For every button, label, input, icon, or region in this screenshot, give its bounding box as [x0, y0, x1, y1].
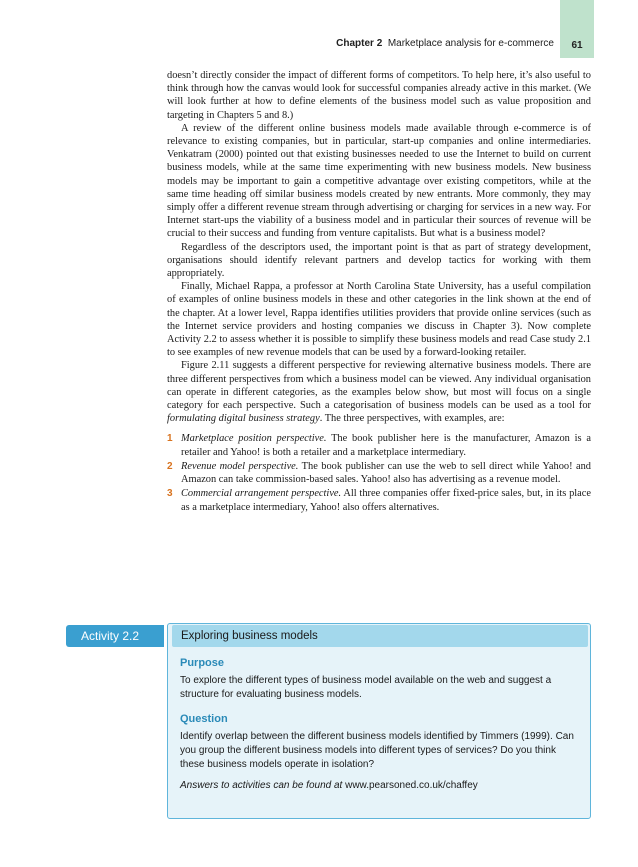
paragraph: Regardless of the descriptors used, the important point is that as part of strategy development, organisations should identify relevant partners and develop tactics for working with them appropriately.	[167, 241, 591, 280]
answers-note	[180, 779, 580, 793]
activity-label: Activity 2.2	[66, 625, 164, 647]
answers-prefix: Answers to activities can be found at	[180, 780, 343, 791]
list-text: All three companies offer fixed-price sales, but, in its place as a marketplace intermediary, Yahoo! also offers alternatives.	[181, 488, 591, 513]
header-text	[336, 38, 554, 49]
list-number: 1	[167, 433, 173, 445]
list-number: 2	[167, 460, 173, 472]
paragraph: doesn’t directly consider the impact of different forms of competitors. To help here, it’s also useful to think through how the canvas would look for successful companies already active in this market. (We will look further at how to define elements of the business model such as value proposition and targeting in Chapters 5 and 8.)	[167, 70, 591, 121]
list-item	[167, 487, 591, 513]
chapter-label: Chapter 2	[336, 38, 383, 49]
list-text: The book publisher here is the manufacturer, Amazon is a retailer and Yahoo! is both a retailer and a marketplace intermediary.	[181, 433, 591, 458]
list-term: Commercial arrangement perspective.	[181, 488, 342, 500]
paragraph: Finally, Michael Rappa, a professor at North Carolina State University, has a useful compilation of examples of online business models in these and other categories in the link shown at the end of the chapter. At a lower level, Rappa identifies utilities providers that provide online services (such as the Internet service providers and hosting companies we discuss in Chapter 3). Now complete Activity 2.2 to assess whether it is possible to simplify these business models and read Case study 2.1 to see examples of new revenue models that can be used by a forward-looking retailer.	[167, 281, 591, 359]
activity-content	[180, 656, 580, 793]
list-item	[167, 460, 591, 486]
list-item	[167, 432, 591, 458]
page-number: 61	[571, 40, 583, 51]
body-text	[167, 69, 591, 515]
activity-title: Exploring business models	[172, 625, 588, 647]
chapter-title: Marketplace analysis for e-commerce	[387, 38, 554, 49]
list-term: Revenue model perspective.	[181, 460, 299, 472]
list-term: Marketplace position perspective.	[181, 433, 327, 445]
paragraph: A review of the different online business models made available through e-commerce is of relevance to existing companies, but in particular, start-up companies and online intermediaries. Venkatram (2000) pointed out that existing businesses needed to use the Internet to build on current business models, while at the same time experimenting with new business models. New business models may be important to gain a competitive advantage over existing competitors, while at the same time heading off similar business models created by new entrants. More commonly, they may simply offer a different revenue stream through advertising or charging for services in a new way. For Internet start-ups the viability of a business model and in particular their sources of revenue will be crucial to their success and funding from venture capitalists. But what is a business model?	[167, 122, 591, 240]
purpose-text: To explore the different types of business model available on the web and suggest a structure for evaluating business models.	[180, 675, 552, 700]
running-header	[0, 34, 638, 54]
answers-url: www.pearsoned.co.uk/chaffey	[342, 780, 478, 791]
question-text: Identify overlap between the different business models identified by Timmers (1999). Can you group the different business models into different types of services? Do you think these business models operate in isolation?	[180, 731, 574, 770]
purpose-heading: Purpose	[180, 657, 225, 669]
question-heading: Question	[180, 713, 228, 725]
list-number: 3	[167, 488, 173, 500]
paragraph	[167, 359, 591, 425]
paragraph-text: . The three perspectives, with examples, are:	[319, 413, 505, 425]
paragraph-text: Figure 2.11 suggests a different perspective for reviewing alternative business models. There are three different perspectives from which a business model can be viewed. Any individual organisation can operate in different categories, as the examples below show, but most will focus on a single category for each perspective. Such a categorisation of business models can be used as a tool for	[167, 360, 591, 412]
list-text: The book publisher can use the web to sell direct while Yahoo! and Amazon can take commission-based sales. Yahoo! also has advertising as a revenue model.	[181, 460, 591, 486]
perspectives-list	[167, 432, 591, 513]
emphasis: formulating digital business strategy	[167, 413, 320, 425]
